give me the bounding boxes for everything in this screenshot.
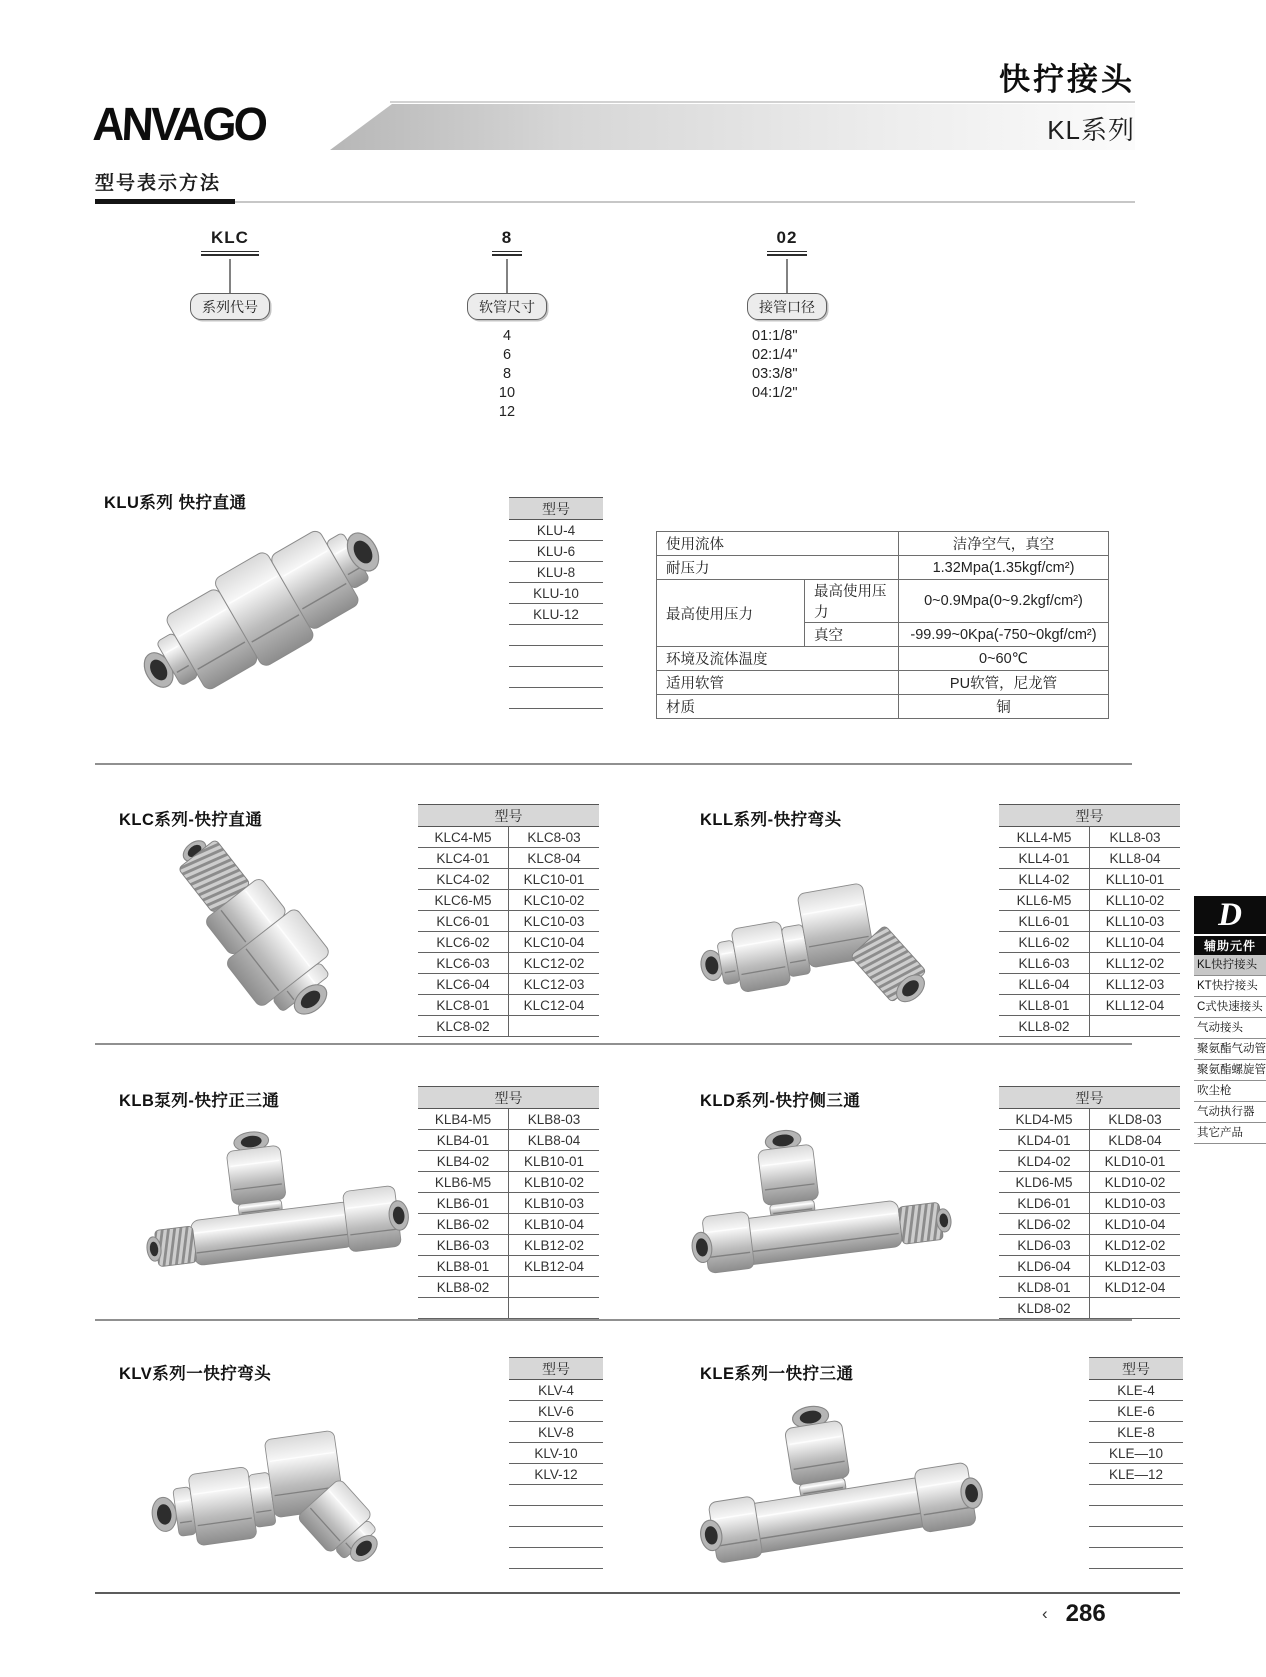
spec-value: -99.99~0Kpa(-750~0kgf/cm²): [899, 623, 1109, 647]
model-row: [418, 1277, 599, 1298]
model-cell: KLU-6: [509, 541, 603, 562]
product-photo-kle: [678, 1388, 990, 1603]
page-nav-arrow-icon: ‹: [1042, 1604, 1048, 1623]
model-code-part: KLC: [201, 228, 259, 252]
model-cell: KLD4-01: [999, 1130, 1090, 1151]
model-row: [1089, 1380, 1183, 1401]
model-cell: KLD12-02: [1090, 1235, 1181, 1256]
model-cell: KLD8-04: [1090, 1130, 1181, 1151]
section-title: KLC系列-快拧直通: [119, 811, 263, 829]
model-cell: KLU-4: [509, 520, 603, 541]
model-cell: KLC12-04: [509, 995, 600, 1016]
model-code-part: 8: [492, 228, 522, 252]
model-cell: KLL12-02: [1090, 953, 1181, 974]
model-cell: [1089, 1548, 1183, 1569]
model-cell: KLL12-03: [1090, 974, 1181, 995]
spec-row: [657, 580, 1109, 623]
model-row: [509, 1380, 603, 1401]
model-cell: KLC4-01: [418, 848, 509, 869]
heading-rule-gray: [95, 201, 1135, 203]
section-divider: [95, 763, 1132, 765]
model-code-options: [702, 327, 872, 403]
model-cell: KLC6-03: [418, 953, 509, 974]
section-divider: [95, 1319, 1132, 1321]
section-title: KLL系列-快拧弯头: [700, 811, 842, 829]
model-cell: KLD10-02: [1090, 1172, 1181, 1193]
model-cell: KLL8-02: [999, 1016, 1090, 1037]
model-table-klc: [418, 804, 599, 1037]
model-row: [418, 1235, 599, 1256]
model-cell: KLC8-03: [509, 827, 600, 848]
model-row: [999, 995, 1180, 1016]
spec-label: 适用软管: [657, 671, 899, 695]
model-row: [1089, 1527, 1183, 1548]
model-cell: [509, 1506, 603, 1527]
model-cell: KLD10-01: [1090, 1151, 1181, 1172]
model-cell: KLD8-03: [1090, 1109, 1181, 1130]
model-cell: KLL8-01: [999, 995, 1090, 1016]
model-row: [509, 562, 603, 583]
model-row: [418, 932, 599, 953]
model-cell: [509, 625, 603, 646]
model-row: [509, 541, 603, 562]
section-divider: [95, 1043, 1132, 1045]
spec-value: 0~0.9Mpa(0~9.2kgf/cm²): [899, 580, 1109, 623]
model-code-option: 8: [502, 366, 512, 382]
model-cell: KLL4-M5: [999, 827, 1090, 848]
sidebar-item: KT快拧接头: [1194, 976, 1266, 997]
model-row: [418, 1193, 599, 1214]
table-header: 型号: [1089, 1358, 1183, 1380]
model-row: [509, 604, 603, 625]
page-title: 快拧接头: [999, 62, 1135, 97]
model-row: [509, 520, 603, 541]
table-header: 型号: [418, 1087, 599, 1109]
spec-row: [657, 671, 1109, 695]
model-cell: KLC6-02: [418, 932, 509, 953]
model-cell: KLB10-04: [509, 1214, 600, 1235]
spec-table: [656, 531, 1109, 719]
model-row: [999, 911, 1180, 932]
model-row: [1089, 1548, 1183, 1569]
model-cell: KLD10-03: [1090, 1193, 1181, 1214]
model-cell: KLD8-02: [999, 1298, 1090, 1319]
model-row: [509, 625, 603, 646]
model-row: [1089, 1401, 1183, 1422]
model-row: [999, 1256, 1180, 1277]
model-row: [999, 1214, 1180, 1235]
section-title: KLD系列-快拧侧三通: [700, 1092, 861, 1110]
model-row: [418, 1256, 599, 1277]
model-cell: KLD6-03: [999, 1235, 1090, 1256]
model-cell: [509, 667, 603, 688]
model-cell: KLE—10: [1089, 1443, 1183, 1464]
spec-label: 最高使用压力: [657, 580, 805, 647]
model-cell: [509, 1277, 600, 1298]
model-row: [509, 1401, 603, 1422]
model-cell: KLD6-M5: [999, 1172, 1090, 1193]
model-cell: KLU-10: [509, 583, 603, 604]
spec-row: [657, 532, 1109, 556]
model-code-segment-series: [145, 228, 315, 327]
model-cell: KLL10-04: [1090, 932, 1181, 953]
model-code-option: 6: [502, 347, 512, 363]
model-code-label: 软管尺寸: [467, 293, 547, 320]
model-row: [418, 827, 599, 848]
product-photo-klu: [110, 514, 410, 709]
model-row: [509, 1422, 603, 1443]
model-cell: KLD4-02: [999, 1151, 1090, 1172]
product-photo-kld: [668, 1110, 968, 1315]
sidebar-item: 聚氨酯气动管: [1194, 1039, 1266, 1060]
model-cell: KLC10-03: [509, 911, 600, 932]
model-cell: KLL8-04: [1090, 848, 1181, 869]
model-table-kle: [1089, 1357, 1183, 1569]
model-cell: KLD12-03: [1090, 1256, 1181, 1277]
table-header: 型号: [999, 805, 1180, 827]
model-cell: KLC10-01: [509, 869, 600, 890]
model-cell: KLB10-03: [509, 1193, 600, 1214]
model-cell: KLB8-02: [418, 1277, 509, 1298]
model-cell: KLL12-04: [1090, 995, 1181, 1016]
model-cell: KLV-12: [509, 1464, 603, 1485]
model-row: [1089, 1422, 1183, 1443]
model-code-segment-port-size: [702, 228, 872, 403]
model-code-option: 01:1/8": [752, 328, 798, 344]
model-row: [509, 1464, 603, 1485]
spec-value: 洁净空气，真空: [899, 532, 1109, 556]
model-row: [999, 1016, 1180, 1037]
model-cell: KLL4-02: [999, 869, 1090, 890]
model-cell: KLB10-01: [509, 1151, 600, 1172]
model-cell: KLC12-02: [509, 953, 600, 974]
section-title: KLE系列一快拧三通: [700, 1365, 854, 1383]
model-row: [509, 1443, 603, 1464]
footer-rule: [95, 1592, 1180, 1594]
model-cell: KLB4-02: [418, 1151, 509, 1172]
sidebar-item: 其它产品: [1194, 1123, 1266, 1144]
model-cell: KLC8-04: [509, 848, 600, 869]
section-title: KLV系列一快拧弯头: [119, 1365, 272, 1383]
sidebar-item: 气动接头: [1194, 1018, 1266, 1039]
model-code-option: 03:3/8": [752, 366, 798, 382]
model-row: [418, 890, 599, 911]
model-row: [999, 890, 1180, 911]
model-cell: KLC4-02: [418, 869, 509, 890]
model-cell: KLB12-04: [509, 1256, 600, 1277]
model-cell: KLB8-03: [509, 1109, 600, 1130]
model-cell: KLU-12: [509, 604, 603, 625]
model-cell: KLB10-02: [509, 1172, 600, 1193]
connector-line: [229, 259, 231, 293]
model-code-part: 02: [767, 228, 808, 252]
model-cell: KLB6-02: [418, 1214, 509, 1235]
sidebar-category: 辅助元件: [1194, 936, 1266, 955]
model-row: [418, 869, 599, 890]
model-row: [999, 932, 1180, 953]
model-cell: KLC6-04: [418, 974, 509, 995]
model-cell: [509, 1016, 600, 1037]
model-cell: KLL6-04: [999, 974, 1090, 995]
spec-label: 环境及流体温度: [657, 647, 899, 671]
model-cell: KLE-6: [1089, 1401, 1183, 1422]
model-row: [418, 1151, 599, 1172]
model-cell: KLB6-M5: [418, 1172, 509, 1193]
model-row: [418, 953, 599, 974]
model-row: [1089, 1485, 1183, 1506]
model-cell: [418, 1298, 509, 1319]
model-cell: KLB8-01: [418, 1256, 509, 1277]
model-cell: KLC10-02: [509, 890, 600, 911]
model-cell: KLL6-01: [999, 911, 1090, 932]
spec-value: PU软管，尼龙管: [899, 671, 1109, 695]
page-number-value: 286: [1065, 1600, 1106, 1627]
sidebar-item: 气动执行器: [1194, 1102, 1266, 1123]
model-row: [418, 1109, 599, 1130]
model-row: [1089, 1506, 1183, 1527]
model-cell: KLD8-01: [999, 1277, 1090, 1298]
model-row: [999, 974, 1180, 995]
model-cell: KLV-10: [509, 1443, 603, 1464]
model-cell: KLV-8: [509, 1422, 603, 1443]
model-cell: KLB6-03: [418, 1235, 509, 1256]
page-number: [1042, 1600, 1106, 1628]
spec-value: 0~60℃: [899, 647, 1109, 671]
spec-row: [657, 695, 1109, 719]
connector-line: [506, 259, 508, 293]
model-code-label: 系列代号: [190, 293, 270, 320]
model-cell: KLL6-M5: [999, 890, 1090, 911]
model-cell: KLC8-01: [418, 995, 509, 1016]
header-band-line: [390, 101, 1135, 103]
model-row: [509, 667, 603, 688]
model-cell: KLB6-01: [418, 1193, 509, 1214]
model-row: [418, 848, 599, 869]
model-cell: [509, 646, 603, 667]
model-row: [418, 1298, 599, 1319]
model-cell: KLL6-03: [999, 953, 1090, 974]
model-cell: KLL10-03: [1090, 911, 1181, 932]
model-row: [418, 974, 599, 995]
section-title: KLB泵列-快拧正三通: [119, 1092, 280, 1110]
model-row: [418, 1016, 599, 1037]
model-cell: KLD6-04: [999, 1256, 1090, 1277]
model-row: [509, 646, 603, 667]
model-cell: KLE-8: [1089, 1422, 1183, 1443]
model-cell: KLC6-01: [418, 911, 509, 932]
spec-row: [657, 647, 1109, 671]
model-row: [509, 583, 603, 604]
sidebar-item: C式快速接头: [1194, 997, 1266, 1018]
model-cell: KLC6-M5: [418, 890, 509, 911]
model-row: [999, 1298, 1180, 1319]
model-cell: KLD6-02: [999, 1214, 1090, 1235]
model-cell: [509, 1527, 603, 1548]
model-code-label: 接管口径: [747, 293, 827, 320]
model-row: [999, 1130, 1180, 1151]
model-cell: [1089, 1527, 1183, 1548]
model-cell: KLV-4: [509, 1380, 603, 1401]
model-cell: KLB4-M5: [418, 1109, 509, 1130]
model-cell: KLE—12: [1089, 1464, 1183, 1485]
model-cell: KLD10-04: [1090, 1214, 1181, 1235]
model-code-option: 12: [498, 404, 516, 420]
sidebar-item: 吹尘枪: [1194, 1081, 1266, 1102]
model-row: [418, 911, 599, 932]
model-cell: KLL10-01: [1090, 869, 1181, 890]
model-cell: KLC10-04: [509, 932, 600, 953]
model-code-segment-tube-size: [422, 228, 592, 422]
model-cell: KLV-6: [509, 1401, 603, 1422]
model-code-option: 04:1/2": [752, 385, 798, 401]
model-cell: KLU-8: [509, 562, 603, 583]
sidebar-section-letter: D: [1194, 896, 1266, 934]
model-cell: [509, 688, 603, 709]
table-header: 型号: [999, 1087, 1180, 1109]
model-row: [509, 1527, 603, 1548]
model-row: [418, 995, 599, 1016]
spec-value: 1.32Mpa(1.35kgf/cm²): [899, 556, 1109, 580]
spec-sublabel: 真空: [805, 623, 899, 647]
model-cell: KLB12-02: [509, 1235, 600, 1256]
model-row: [509, 1485, 603, 1506]
model-row: [999, 1277, 1180, 1298]
model-row: [999, 1172, 1180, 1193]
model-cell: KLC4-M5: [418, 827, 509, 848]
edge-tab-sidebar: [1194, 896, 1266, 1144]
model-row: [1089, 1443, 1183, 1464]
model-table-kld: [999, 1086, 1180, 1319]
model-cell: KLD4-M5: [999, 1109, 1090, 1130]
sidebar-item: KL快拧接头: [1194, 955, 1266, 976]
model-cell: [1090, 1016, 1181, 1037]
model-cell: KLC12-03: [509, 974, 600, 995]
model-row: [509, 688, 603, 709]
connector-line: [786, 259, 788, 293]
model-cell: [509, 1548, 603, 1569]
model-cell: [1089, 1506, 1183, 1527]
model-row: [999, 1235, 1180, 1256]
heading-rule-black: [95, 199, 235, 204]
model-row: [999, 848, 1180, 869]
model-row: [418, 1130, 599, 1151]
model-cell: KLB8-04: [509, 1130, 600, 1151]
table-header: 型号: [509, 498, 603, 520]
model-table-klv: [509, 1357, 603, 1569]
table-header: 型号: [418, 805, 599, 827]
product-photo-klv: [112, 1388, 434, 1593]
model-cell: KLE-4: [1089, 1380, 1183, 1401]
spec-row: [657, 556, 1109, 580]
model-cell: [509, 1298, 600, 1319]
model-row: [509, 1506, 603, 1527]
model-row: [418, 1172, 599, 1193]
spec-label: 耐压力: [657, 556, 899, 580]
model-row: [418, 1214, 599, 1235]
model-row: [999, 953, 1180, 974]
model-row: [1089, 1464, 1183, 1485]
spec-value: 铜: [899, 695, 1109, 719]
product-photo-klb: [118, 1114, 418, 1314]
model-row: [509, 1548, 603, 1569]
model-row: [999, 1109, 1180, 1130]
model-table-klb: [418, 1086, 599, 1319]
model-cell: KLD6-01: [999, 1193, 1090, 1214]
product-photo-kll: [672, 838, 962, 1034]
sidebar-item: 聚氨酯螺旋管: [1194, 1060, 1266, 1081]
spec-label: 材质: [657, 695, 899, 719]
model-cell: KLL4-01: [999, 848, 1090, 869]
brand-logo: ANVAGO: [91, 98, 267, 151]
model-code-option: 10: [498, 385, 516, 401]
header-band: [318, 104, 1135, 150]
section-title: KLU系列 快拧直通: [104, 494, 247, 512]
model-cell: KLL6-02: [999, 932, 1090, 953]
model-code-options: [422, 327, 592, 422]
model-row: [999, 1193, 1180, 1214]
model-cell: KLL8-03: [1090, 827, 1181, 848]
model-cell: [509, 1485, 603, 1506]
table-header: 型号: [509, 1358, 603, 1380]
model-cell: KLC8-02: [418, 1016, 509, 1037]
series-label: KL系列: [1047, 115, 1135, 145]
spec-sublabel: 最高使用压力: [805, 580, 899, 623]
model-row: [999, 869, 1180, 890]
model-code-option: 4: [502, 328, 512, 344]
product-photo-klc: [132, 840, 390, 1032]
model-code-heading: 型号表示方法: [95, 173, 222, 194]
model-cell: KLL10-02: [1090, 890, 1181, 911]
model-row: [999, 1151, 1180, 1172]
model-code-option: 02:1/4": [752, 347, 798, 363]
model-cell: KLD12-04: [1090, 1277, 1181, 1298]
model-table-kll: [999, 804, 1180, 1037]
spec-label: 使用流体: [657, 532, 899, 556]
model-cell: KLB4-01: [418, 1130, 509, 1151]
model-cell: [1089, 1485, 1183, 1506]
model-row: [999, 827, 1180, 848]
model-cell: [1090, 1298, 1181, 1319]
model-table-klu: [509, 497, 603, 709]
